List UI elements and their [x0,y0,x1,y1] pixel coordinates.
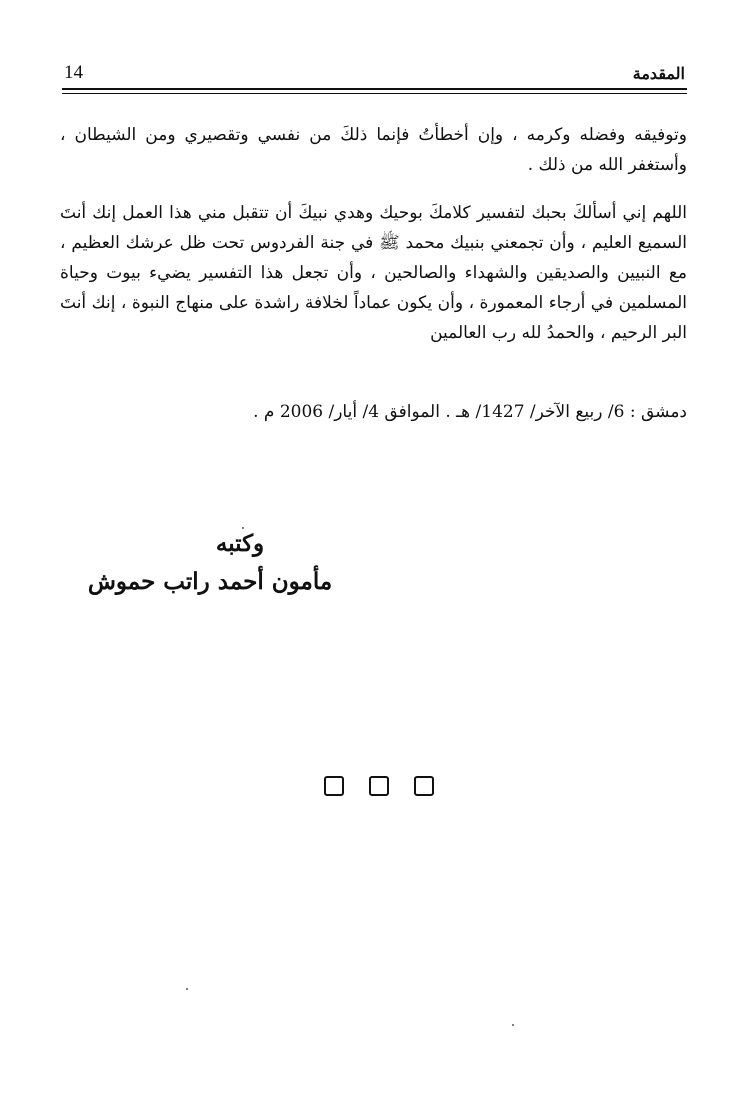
signature-label: وكتبه [215,530,265,557]
header-rule-thick [62,88,687,90]
page-header [62,60,687,100]
square-ornament-icon [324,776,344,796]
section-end-ornament [324,776,434,798]
scan-speck [242,527,244,529]
header-rule-thin [62,93,687,94]
scan-speck [512,1024,514,1026]
running-title: المقدمة [632,64,685,83]
page-number: 14 [64,62,83,83]
scan-speck [186,988,188,990]
paragraph-1: وتوفيقه وفضله وكرمه ، وإن أخطأتُ فإنما ذلكَ من نفسي وتقصيري ومن الشيطان ، وأستغفر الله من ذلك . [60,125,687,175]
dateline: دمشق : 6/ ربيع الآخر/ 1427/ هـ . الموافق 4/ أيار/ 2006 م . [253,402,687,422]
square-ornament-icon [369,776,389,796]
paragraph-2: اللهم إني أسألكَ بحبك لتفسير كلامكَ بوحيك وهدي نبيكَ أن تتقبل مني هذا العمل إنك أنتَ السميع العليم ، وأن تجمعني بنبيك محمد ﷺ في جنة الفردوس تحت ظل عرشك العظيم ، مع النبيين والصديقين والشهداء والصالحين ، وأن تجعل هذا التفسير يضيء بيوت وحياة المسلمين في أرجاء المعمورة ، وأن يكون عماداً لخلافة راشدة على منهاج النبوة ، إنك أنتَ البر الرحيم ، والحمدُ لله رب العالمين [60,203,687,343]
signature-author: مأمون أحمد راتب حموش [87,568,333,595]
square-ornament-icon [414,776,434,796]
